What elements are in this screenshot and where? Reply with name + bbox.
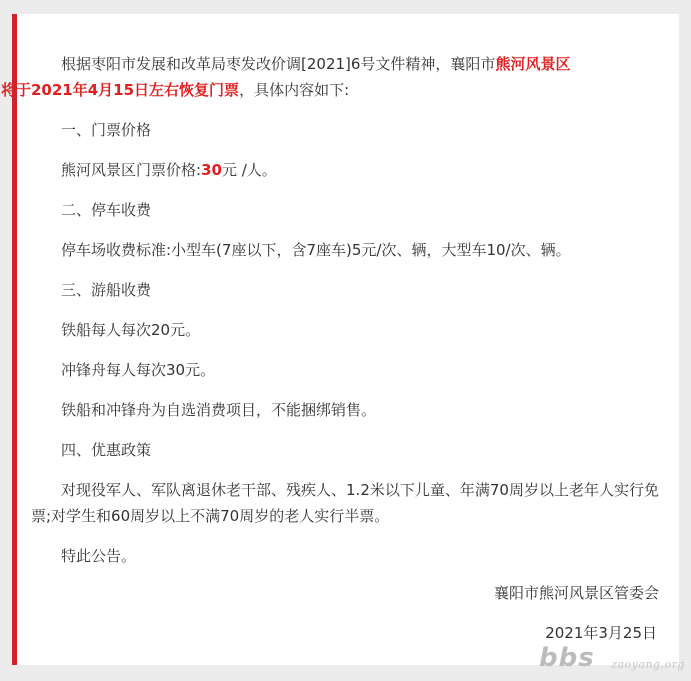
issue-date: 2021年3月25日 — [545, 624, 657, 642]
ticket-price-unit: 元 /人。 — [221, 161, 277, 179]
section-2-heading: 二、停车收费 — [61, 201, 152, 219]
parking-fee-text: 停车场收费标准:小型车(7座以下，含7座车)5元/次、辆，大型车10/次、辆。 — [61, 241, 571, 259]
resume-ticket-date: 将于2021年4月15日左右恢复门票 — [1, 81, 240, 99]
section-1-heading: 一、门票价格 — [61, 121, 152, 139]
notice-card — [1, 14, 679, 665]
issuer-signature: 襄阳市熊河风景区管委会 — [493, 584, 659, 602]
ticket-price-label: 熊河风景区门票价格: — [61, 161, 202, 179]
intro-paragraph — [1, 51, 661, 103]
intro-text: 根据枣阳市发展和改革局枣发改价调[2021]6号文件精神，襄阳市 — [61, 55, 496, 73]
watermark-logo: bbs — [539, 643, 595, 673]
iron-boat-fee: 铁船每人每次20元。 — [61, 321, 201, 339]
closing-text: 特此公告。 — [61, 547, 137, 565]
watermark-site: zaoyang.org — [611, 658, 685, 671]
scenic-area-name: 熊河风景区 — [495, 55, 571, 73]
boat-optional-note: 铁船和冲锋舟为自选消费项目，不能捆绑销售。 — [61, 401, 377, 419]
ticket-price-line — [31, 157, 661, 183]
assault-boat-fee: 冲锋舟每人每次30元。 — [61, 361, 216, 379]
section-3-heading: 三、游船收费 — [61, 281, 152, 299]
intro-tail: ，具体内容如下: — [239, 81, 350, 99]
section-4-heading: 四、优惠政策 — [61, 441, 152, 459]
site-watermark — [535, 639, 685, 673]
notice-body — [1, 51, 661, 583]
ticket-price-value: 30 — [201, 161, 222, 179]
discount-policy-text: 对现役军人、军队离退休老干部、残疾人、1.2米以下儿童、年满70周岁以上老年人实行免票;对学生和60周岁以上不满70周岁的老人实行半票。 — [31, 481, 659, 525]
